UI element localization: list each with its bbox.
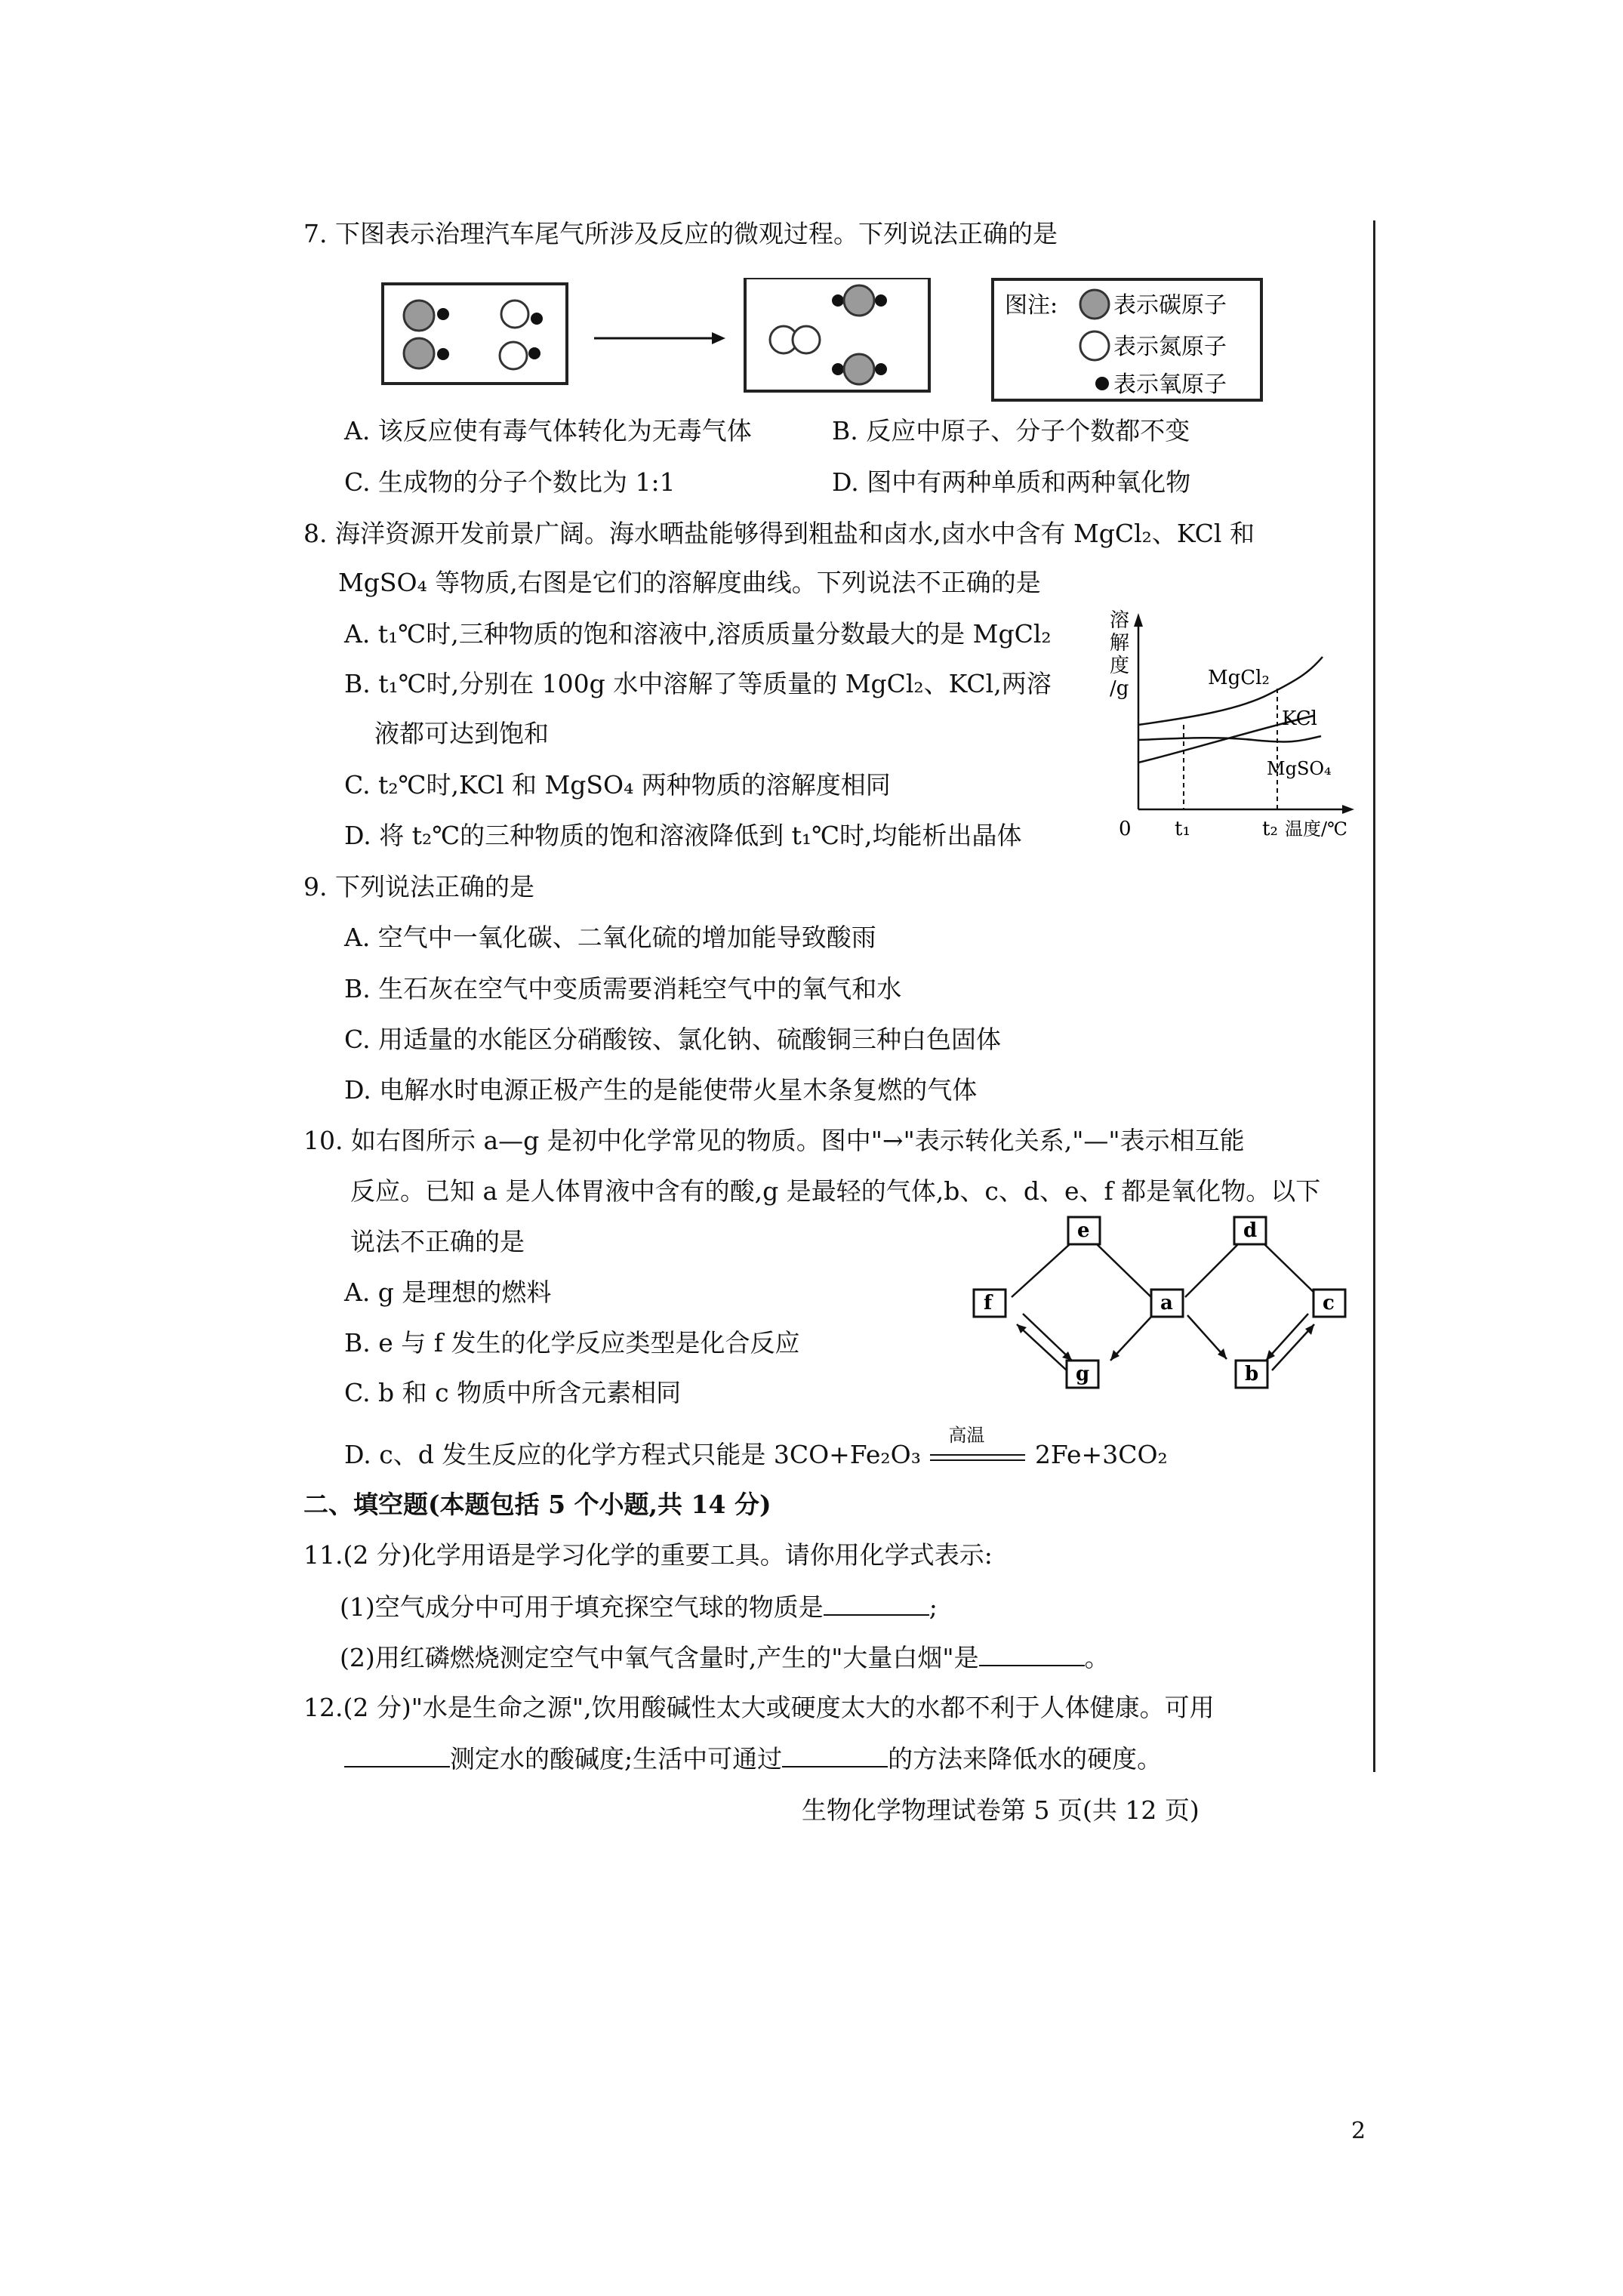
q11-part2-end: 。 <box>1084 1643 1110 1672</box>
condition-label: 高温 <box>948 1425 985 1446</box>
oxygen-atom <box>832 363 844 375</box>
q8-option-a: A. t₁℃时,三种物质的饱和溶液中,溶质质量分数最大的是 MgCl₂ <box>344 619 1052 649</box>
oxygen-atom <box>875 363 887 375</box>
legend-nitrogen-symbol <box>1080 331 1109 360</box>
oxygen-atom <box>875 294 887 307</box>
q10-stem-line2: 反应。已知 a 是人体胃液中含有的酸,g 是最轻的气体,b、c、d、e、f 都是氧化物。以下 <box>350 1176 1321 1206</box>
t2-tick-label: t₂ <box>1262 818 1278 840</box>
q11-part2-text: (2)用红磷燃烧测定空气中氧气含量时,产生的"大量白烟"是 <box>340 1643 979 1672</box>
origin-label: 0 <box>1119 818 1132 840</box>
q8-stem-line2: MgSO₄ 等物质,右图是它们的溶解度曲线。下列说法不正确的是 <box>338 568 1041 597</box>
q10-relation-diagram <box>970 1208 1347 1397</box>
equation-condition-arrow <box>929 1425 1027 1470</box>
q10-option-d-products: 2Fe+3CO₂ <box>1034 1440 1168 1469</box>
q10-option-b: B. e 与 f 发生的化学反应类型是化合反应 <box>344 1328 800 1358</box>
legend-oxygen-symbol <box>1095 377 1109 390</box>
q10-option-d-text: D. c、d 发生反应的化学方程式只能是 3CO+Fe₂O₃ <box>344 1440 921 1469</box>
svg-text:f: f <box>984 1292 993 1314</box>
carbon-atom <box>844 354 874 384</box>
node-c <box>1313 1290 1345 1317</box>
q11-stem: 11.(2 分)化学用语是学习化学的重要工具。请你用化学式表示: <box>303 1540 993 1570</box>
nitrogen-atom <box>501 300 528 328</box>
q12-line2-mid: 测定水的酸碱度;生活中可通过 <box>450 1744 783 1774</box>
q11-part1 <box>340 1592 938 1623</box>
y-axis-label-2: 解 <box>1110 632 1130 655</box>
y-axis-label-4: /g <box>1110 677 1129 700</box>
svg-text:c: c <box>1323 1292 1335 1314</box>
answer-blank[interactable] <box>782 1743 888 1767</box>
solubility-chart <box>1102 604 1374 853</box>
series-label-mgso4: MgSO₄ <box>1267 758 1332 779</box>
q10-option-c: C. b 和 c 物质中所含元素相同 <box>344 1378 682 1407</box>
q12-line2 <box>344 1743 1162 1774</box>
svg-text:a: a <box>1160 1292 1173 1314</box>
q9-option-d: D. 电解水时电源正极产生的是能使带火星木条复燃的气体 <box>344 1075 978 1105</box>
section-heading: 二、填空题(本题包括 5 个小题,共 14 分) <box>303 1490 771 1519</box>
q10-option-a: A. g 是理想的燃料 <box>344 1277 552 1307</box>
oxygen-atom <box>531 313 543 325</box>
q7-stem: 7. 下图表示治理汽车尾气所涉及反应的微观过程。下列说法正确的是 <box>303 219 1058 248</box>
node-d <box>1234 1217 1266 1244</box>
y-axis-label-3: 度 <box>1110 655 1130 677</box>
page-footer: 生物化学物理试卷第 5 页(共 12 页) <box>802 1795 1200 1825</box>
q11-part1-text: (1)空气成分中可用于填充探空气球的物质是 <box>340 1592 824 1622</box>
series-label-mgcl2: MgCl₂ <box>1208 667 1270 689</box>
q10-stem-line3: 说法不正确的是 <box>350 1227 525 1256</box>
oxygen-atom <box>437 348 449 360</box>
q9-option-c: C. 用适量的水能区分硝酸铵、氯化钠、硫酸铜三种白色固体 <box>344 1025 1002 1054</box>
carbon-atom <box>404 300 434 331</box>
page-number: 2 <box>1351 2118 1366 2144</box>
q9-option-a: A. 空气中一氧化碳、二氧化硫的增加能导致酸雨 <box>344 923 876 952</box>
answer-blank[interactable] <box>344 1743 450 1767</box>
q7-option-d: D. 图中有两种单质和两种氧化物 <box>832 467 1191 497</box>
svg-text:d: d <box>1243 1219 1258 1242</box>
q11-part1-end: ; <box>929 1592 938 1622</box>
legend-title: 图注: <box>1005 292 1058 319</box>
oxygen-atom <box>832 294 844 307</box>
margin-rule <box>1373 220 1375 1772</box>
node-e <box>1068 1217 1100 1244</box>
nitrogen-atom <box>500 342 527 369</box>
q7-option-c: C. 生成物的分子个数比为 1:1 <box>344 467 676 497</box>
oxygen-atom <box>437 308 449 320</box>
q12-line2-end: 的方法来降低水的硬度。 <box>888 1744 1163 1774</box>
answer-blank[interactable] <box>824 1592 929 1616</box>
q8-option-d: D. 将 t₂℃的三种物质的饱和溶液降低到 t₁℃时,均能析出晶体 <box>344 821 1022 850</box>
q8-option-b-line1: B. t₁℃时,分别在 100g 水中溶解了等质量的 MgCl₂、KCl,两溶 <box>344 669 1052 698</box>
node-a <box>1151 1290 1183 1317</box>
reactant-box <box>383 284 567 384</box>
q9-option-b: B. 生石灰在空气中变质需要消耗空气中的氧气和水 <box>344 974 902 1003</box>
answer-blank[interactable] <box>979 1642 1085 1666</box>
svg-text:e: e <box>1077 1219 1090 1242</box>
carbon-atom <box>844 285 874 316</box>
t1-tick-label: t₁ <box>1175 818 1190 840</box>
y-axis-label-1: 溶 <box>1110 609 1130 632</box>
x-axis-label: 温度/℃ <box>1285 818 1347 840</box>
node-g <box>1067 1361 1098 1388</box>
q10-stem-line1: 10. 如右图所示 a—g 是初中化学常见的物质。图中"→"表示转化关系,"—"表示相互能 <box>303 1126 1245 1155</box>
nitrogen-atom <box>793 326 820 353</box>
q7-option-a: A. 该反应使有毒气体转化为无毒气体 <box>344 416 752 445</box>
legend-carbon-label: 表示碳原子 <box>1113 292 1227 319</box>
legend-nitrogen-label: 表示氮原子 <box>1113 334 1227 360</box>
q8-option-c: C. t₂℃时,KCl 和 MgSO₄ 两种物质的溶解度相同 <box>344 770 891 800</box>
q9-stem: 9. 下列说法正确的是 <box>303 872 534 901</box>
q8-option-b-line2: 液都可达到饱和 <box>374 719 549 748</box>
carbon-atom <box>404 338 434 368</box>
svg-text:b: b <box>1245 1363 1259 1385</box>
legend-carbon-symbol <box>1080 290 1109 319</box>
q7-option-b: B. 反应中原子、分子个数都不变 <box>832 416 1190 445</box>
node-f <box>974 1290 1006 1317</box>
legend-oxygen-label: 表示氧原子 <box>1113 371 1227 398</box>
q12-stem: 12.(2 分)"水是生命之源",饮用酸碱性太大或硬度太大的水都不利于人体健康。可用 <box>303 1693 1215 1722</box>
oxygen-atom <box>528 347 540 359</box>
series-label-kcl: KCl <box>1282 707 1317 730</box>
node-b <box>1236 1361 1267 1388</box>
q11-part2 <box>340 1642 1110 1673</box>
q8-stem-line1: 8. 海洋资源开发前景广阔。海水晒盐能够得到粗盐和卤水,卤水中含有 MgCl₂、KCl 和 <box>303 519 1255 548</box>
q7-micro-diagram <box>381 278 1272 406</box>
svg-text:g: g <box>1076 1363 1090 1385</box>
q10-option-d <box>344 1425 1168 1470</box>
